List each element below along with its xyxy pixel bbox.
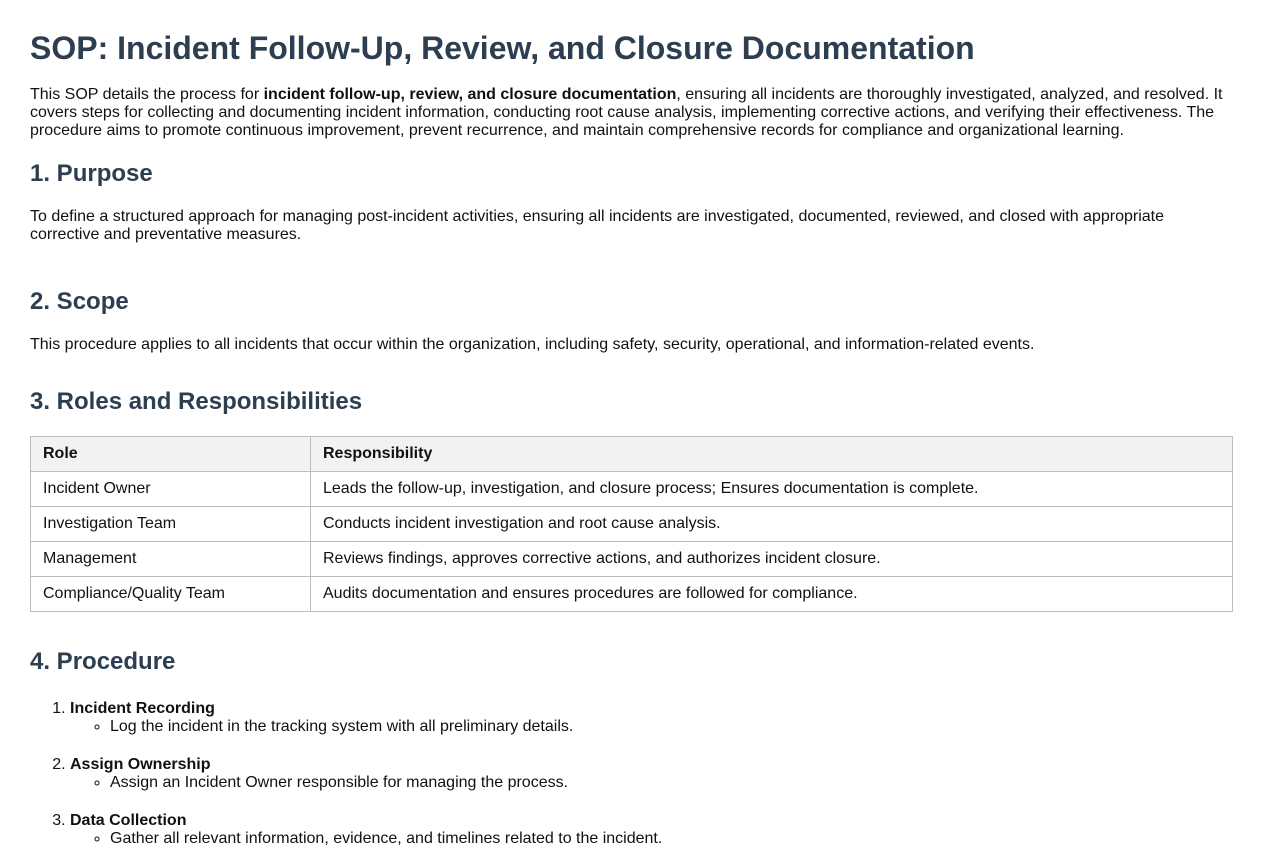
scope-heading: 2. Scope	[30, 288, 129, 315]
page-title: SOP: Incident Follow-Up, Review, and Closure Documentation	[30, 30, 975, 66]
table-cell-responsibility: Conducts incident investigation and root cause analysis.	[311, 507, 1233, 542]
step-detail: ◦ Log the incident in the tracking system with all preliminary details.	[110, 718, 1233, 736]
purpose-heading: 1. Purpose	[30, 160, 153, 187]
roles-table	[30, 436, 1233, 612]
table-cell-responsibility: Leads the follow-up, investigation, and closure process; Ensures documentation is complete.	[311, 472, 1233, 507]
purpose-text: To define a structured approach for managing post-incident activities, ensuring all incidents are investigated, documented, reviewed, and closed with appropriate corrective and preventative measures.	[30, 208, 1164, 243]
list-item	[70, 700, 1233, 736]
scope-text: This procedure applies to all incidents that occur within the organization, including safety, security, operational, and information-related events.	[30, 336, 1035, 353]
intro-text-bold: incident follow-up, review, and closure documentation	[263, 86, 677, 103]
intro-paragraph	[30, 86, 1233, 140]
table-cell-role: Compliance/Quality Team	[31, 577, 311, 612]
step-title: Incident Recording	[70, 700, 215, 717]
intro-text-after: , ensuring all incidents are thoroughly investigated, analyzed, and resolved. It covers steps for collecting and documenting incident information, conducting root cause analysis, implementing corrective actions, and verifying their effectiveness. The procedure aims to promote continuous improvement, prevent recurrence, and maintain comprehensive records for compliance and organizational learning.	[30, 86, 1223, 139]
table-cell-role: Incident Owner	[31, 472, 311, 507]
step-detail: ◦ Assign an Incident Owner responsible for managing the process.	[110, 774, 1233, 792]
table-cell-role: Investigation Team	[31, 507, 311, 542]
step-details	[70, 830, 1233, 848]
table-header-role: Role	[31, 437, 311, 472]
table-row	[31, 577, 1233, 612]
list-item	[70, 756, 1233, 792]
table-header-row	[31, 437, 1233, 472]
table-header-responsibility: Responsibility	[311, 437, 1233, 472]
step-details	[70, 718, 1233, 736]
step-title: Data Collection	[70, 812, 187, 829]
table-row	[31, 472, 1233, 507]
step-details	[70, 774, 1233, 792]
table-row	[31, 507, 1233, 542]
roles-heading: 3. Roles and Responsibilities	[30, 388, 363, 415]
table-cell-responsibility: Audits documentation and ensures procedures are followed for compliance.	[311, 577, 1233, 612]
procedure-heading: 4. Procedure	[30, 648, 176, 675]
table-cell-responsibility: Reviews findings, approves corrective actions, and authorizes incident closure.	[311, 542, 1233, 577]
table-cell-role: Management	[31, 542, 311, 577]
step-detail: ◦ Gather all relevant information, evidence, and timelines related to the incident.	[110, 830, 1233, 848]
table-row	[31, 542, 1233, 577]
step-title: Assign Ownership	[70, 756, 211, 773]
intro-text-before: This SOP details the process for	[30, 86, 264, 103]
procedure-steps	[30, 700, 1233, 848]
list-item	[70, 812, 1233, 848]
